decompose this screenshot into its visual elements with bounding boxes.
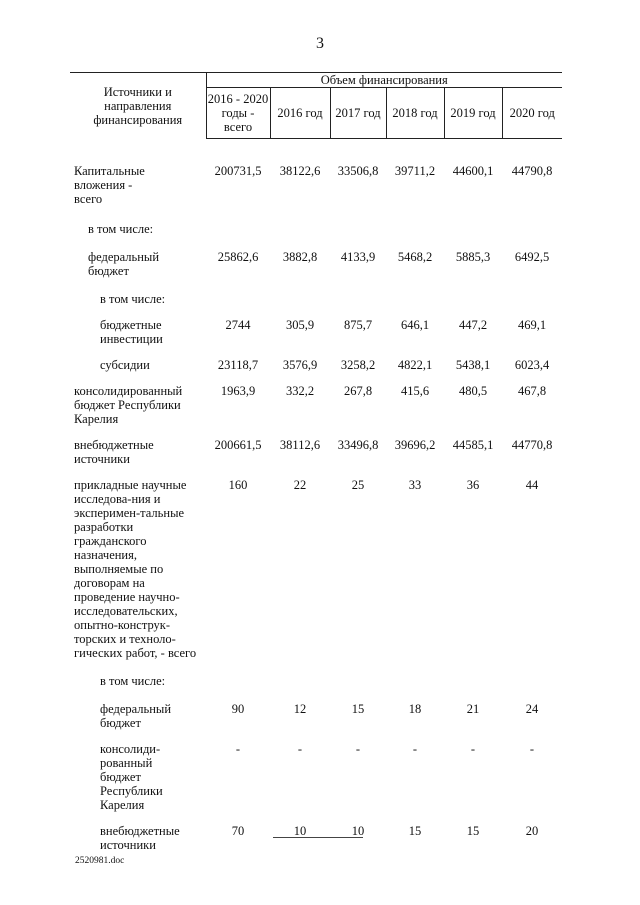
value-cell: 38122,6 xyxy=(279,164,321,178)
row-label: в том числе: xyxy=(100,673,166,688)
value-cell: 1963,9 xyxy=(220,383,256,398)
value-cell: - xyxy=(355,741,361,756)
value-cell: 200731,5 xyxy=(214,164,262,178)
table-row xyxy=(70,812,562,852)
table-row xyxy=(70,206,562,236)
value-cell: 18 xyxy=(408,701,422,716)
value-cell: 38112,6 xyxy=(279,437,321,452)
value-cell: 5438,1 xyxy=(455,357,491,372)
value-cell: 15 xyxy=(351,701,365,716)
value-cell: - xyxy=(235,741,241,756)
row-label: в том числе: xyxy=(88,221,154,236)
page-number: 3 xyxy=(316,35,324,52)
table-row xyxy=(70,372,562,426)
table-body xyxy=(70,139,562,852)
table-row xyxy=(70,139,562,206)
value-cell: 200661,5 xyxy=(214,437,262,452)
value-cell: 5885,3 xyxy=(455,249,491,264)
table-row xyxy=(70,306,562,346)
table-row xyxy=(70,466,562,660)
value-cell: 3576,9 xyxy=(282,357,318,372)
row-label: в том числе: xyxy=(100,291,166,306)
value-cell: 15 xyxy=(408,823,422,838)
value-cell: 3258,2 xyxy=(340,357,376,372)
value-cell: - xyxy=(529,741,535,756)
row-label: консолиди-рованный бюджет Республики Карелия xyxy=(100,741,163,812)
value-cell: 12 xyxy=(293,701,307,716)
row-label: бюджетные инвестиции xyxy=(100,317,163,346)
value-cell: 6023,4 xyxy=(514,357,550,372)
value-cell: 15 xyxy=(466,823,480,838)
row-label: прикладные научные исследова-ния и эксперимен-тальные разработки гражданского назначения, выполняемые по договорам на проведение научно-исследовательских, опытно-конструк-торских и техноло-гических работ, - всего xyxy=(74,477,197,660)
doc-id: 2520981.doc xyxy=(75,856,125,866)
header-year-2019: 2019 год xyxy=(444,88,502,139)
header-volume: Объем финансирования xyxy=(206,73,562,88)
value-cell: 10 xyxy=(351,823,365,838)
value-cell: - xyxy=(470,741,476,756)
value-cell: 23118,7 xyxy=(217,357,259,372)
table-row xyxy=(70,346,562,372)
value-cell: 4822,1 xyxy=(397,357,433,372)
value-cell: 415,6 xyxy=(400,383,430,398)
value-cell: 90 xyxy=(231,701,245,716)
header-year-2016: 2016 год xyxy=(270,88,330,139)
value-cell: 44600,1 xyxy=(452,164,494,178)
row-label: Капитальные вложения - всего xyxy=(74,163,145,206)
table-row xyxy=(70,278,562,306)
value-cell: - xyxy=(412,741,418,756)
table-row xyxy=(70,730,562,812)
financing-table xyxy=(70,72,562,852)
value-cell: 70 xyxy=(231,823,245,838)
value-cell: - xyxy=(297,741,303,756)
row-label: консолидированный бюджет Республики Карелия xyxy=(74,383,183,426)
value-cell: 2744 xyxy=(225,317,251,332)
footer-separator xyxy=(273,837,363,838)
value-cell: 875,7 xyxy=(343,317,373,332)
value-cell: 447,2 xyxy=(458,317,488,332)
value-cell: 6492,5 xyxy=(514,249,550,264)
value-cell: 4133,9 xyxy=(340,249,376,264)
value-cell: 39696,2 xyxy=(394,437,436,452)
value-cell: 332,2 xyxy=(285,383,315,398)
table-row xyxy=(70,688,562,730)
value-cell: 3882,8 xyxy=(282,249,318,264)
value-cell: 33496,8 xyxy=(337,437,379,452)
value-cell: 20 xyxy=(525,823,539,838)
value-cell: 5468,2 xyxy=(397,249,433,264)
header-year-total: 2016 - 2020 годы - всего xyxy=(206,88,270,139)
value-cell: 480,5 xyxy=(458,383,488,398)
row-label: федеральный бюджет xyxy=(100,701,172,730)
value-cell: 21 xyxy=(466,701,480,716)
value-cell: 646,1 xyxy=(400,317,430,332)
row-label: субсидии xyxy=(100,357,150,372)
value-cell: 44790,8 xyxy=(511,164,553,178)
value-cell: 33506,8 xyxy=(337,164,379,178)
value-cell: 160 xyxy=(228,477,248,492)
value-cell: 25862,6 xyxy=(217,249,259,264)
value-cell: 39711,2 xyxy=(394,164,436,178)
value-cell: 44585,1 xyxy=(452,437,494,452)
value-cell: 36 xyxy=(466,477,480,492)
table-row xyxy=(70,236,562,278)
header-year-2020: 2020 год xyxy=(502,88,562,139)
value-cell: 33 xyxy=(408,477,422,492)
value-cell: 305,9 xyxy=(285,317,315,332)
row-label: внебюджетные источники xyxy=(74,437,154,466)
value-cell: 10 xyxy=(293,823,307,838)
value-cell: 25 xyxy=(351,477,365,492)
value-cell: 22 xyxy=(293,477,307,492)
value-cell: 44 xyxy=(525,477,539,492)
value-cell: 267,8 xyxy=(343,383,373,398)
header-year-2018: 2018 год xyxy=(386,88,444,139)
row-label: федеральный бюджет xyxy=(88,249,160,278)
row-label: внебюджетные источники xyxy=(100,823,180,852)
value-cell: 44770,8 xyxy=(511,437,553,452)
header-sources: Источники и направления финансирования xyxy=(70,73,206,139)
value-cell: 24 xyxy=(525,701,539,716)
header-year-2017: 2017 год xyxy=(330,88,386,139)
table-row xyxy=(70,426,562,466)
value-cell: 467,8 xyxy=(517,383,547,398)
value-cell: 469,1 xyxy=(517,317,547,332)
table-row xyxy=(70,660,562,688)
